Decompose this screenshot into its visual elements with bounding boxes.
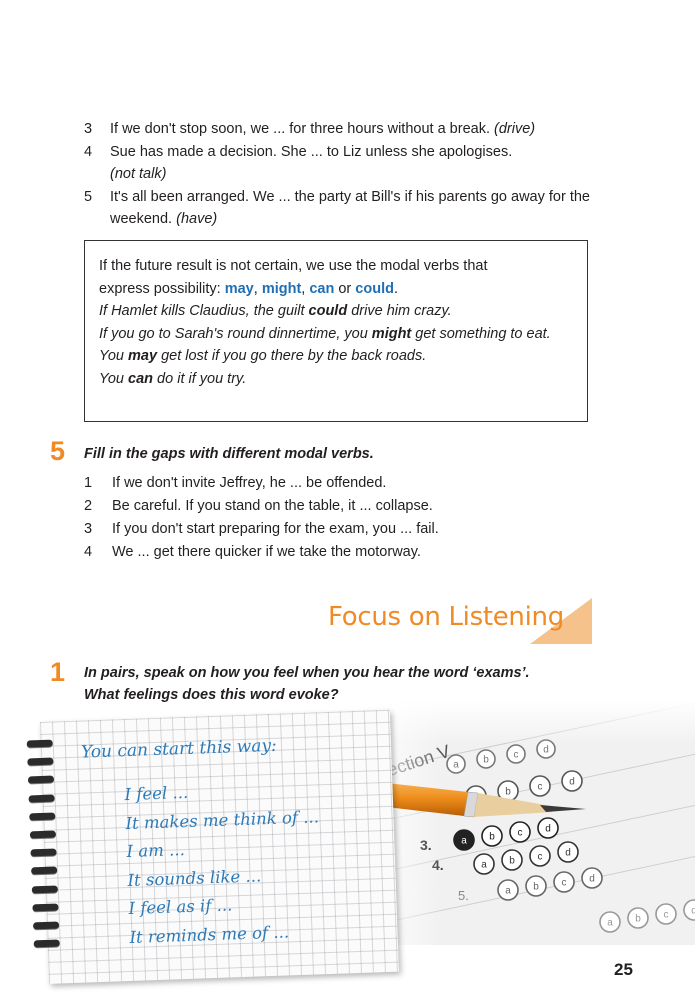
list-item: 3 If you don't start preparing for the exam, you ... fail. — [84, 521, 439, 537]
spiral-ring — [33, 921, 59, 929]
spiral-ring — [28, 776, 54, 784]
phrase: It makes me think of ... — [125, 806, 320, 833]
spiral-ring — [30, 849, 56, 857]
task5-list — [84, 472, 564, 564]
modal-may: may — [224, 280, 254, 297]
modal-can: can — [309, 280, 335, 297]
spiral-ring — [30, 830, 56, 838]
list-item: 2 Be careful. If you stand on the table, it ... collapse. — [84, 498, 433, 514]
notebook-heading: You can start this way: — [80, 735, 278, 763]
phrase: I feel ... — [124, 782, 189, 805]
section-title: Focus on Listening — [328, 602, 564, 632]
modal-might: might — [261, 280, 302, 297]
example-sentence: If Hamlet kills Claudius, the guilt could drive him crazy. — [99, 303, 452, 319]
spiral-ring — [27, 758, 53, 766]
spiral-ring — [32, 903, 58, 911]
item-text: Sue has made a decision. She ... to Liz unless she apologises. — [110, 143, 513, 160]
section-banner — [322, 598, 592, 646]
task-number: 5 — [50, 436, 66, 466]
item-hint: (drive) — [494, 121, 536, 137]
task-title: Fill in the gaps with different modal verbs. — [84, 446, 374, 462]
spiral-ring — [29, 794, 55, 802]
example-sentence: You may get lost if you go there by the back roads. — [99, 348, 427, 364]
exam-sheet-image — [360, 700, 695, 945]
phrase: It sounds like ... — [127, 865, 262, 890]
notebook-phrases — [124, 774, 323, 952]
list-item: 1 If we don't invite Jeffrey, he ... be offended. — [84, 475, 387, 491]
task-title: In pairs, speak on how you feel when you hear the word ‘exams’. What feelings does this word evoke? — [84, 665, 530, 703]
modal-could: could — [355, 280, 394, 297]
phrase: I feel as if ... — [128, 895, 233, 919]
page-number: 25 — [614, 960, 633, 979]
notebook-card — [40, 710, 399, 984]
task-number: 1 — [50, 657, 66, 687]
example-sentence: You can do it if you try. — [99, 370, 247, 387]
exercise-item — [84, 141, 604, 186]
spiral-ring — [32, 885, 58, 893]
exercise-item — [84, 118, 604, 141]
item-number: 4 — [84, 143, 93, 160]
spiral-ring — [31, 867, 57, 875]
item-hint: (have) — [176, 211, 218, 227]
spiral-ring — [34, 940, 60, 948]
example-sentence: If you go to Sarah's round dinnertime, you might get something to eat. — [99, 325, 551, 342]
exam-sheet-svg — [360, 700, 695, 945]
rule-line: If the future result is not certain, we use the modal verbs that — [99, 258, 488, 274]
item-number: 3 — [84, 121, 93, 137]
spiral-ring — [29, 812, 55, 820]
item-number: 5 — [84, 188, 93, 205]
item-text: It's all been arranged. We ... the party at Bill's if his parents go away for the weekend. — [110, 188, 590, 227]
phrase: It reminds me of ... — [129, 921, 290, 947]
list-item: 4 We ... get there quicker if we take the motorway. — [84, 544, 421, 560]
item-text: If we don't stop soon, we ... for three hours without a break. — [110, 121, 490, 137]
phrase: I am ... — [126, 840, 186, 862]
exercise-item — [84, 186, 604, 231]
item-hint: (not talk) — [110, 166, 167, 182]
rule-line-modals: express possibility: may, might, can or could. — [99, 280, 398, 297]
notebook-spiral-binding — [27, 740, 61, 959]
spiral-ring — [27, 740, 53, 748]
grammar-rule-box — [84, 240, 588, 422]
exercise-continued-list — [84, 118, 604, 231]
